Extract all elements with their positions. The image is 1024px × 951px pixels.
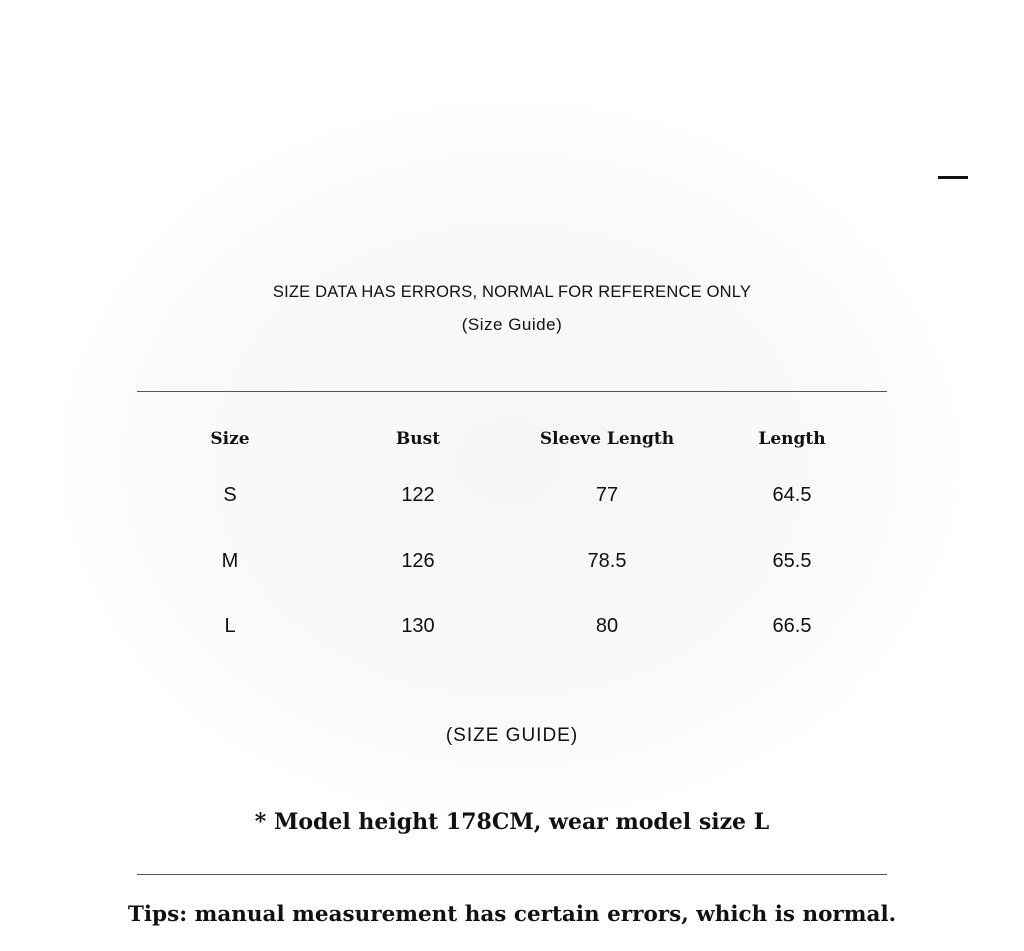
model-note: * Model height 178CM, wear model size L <box>254 809 770 835</box>
table-cell-size: M <box>221 550 239 572</box>
table-cell-length: 64.5 <box>772 484 812 506</box>
size-guide-subtitle: (Size Guide) <box>461 315 563 334</box>
table-cell-size: S <box>223 484 237 506</box>
table-cell-bust: 126 <box>401 550 435 572</box>
size-guide-label: (SIZE GUIDE) <box>445 725 579 746</box>
table-cell-bust: 122 <box>401 484 435 506</box>
table-cell-bust: 130 <box>401 615 435 637</box>
size-disclaimer: SIZE DATA HAS ERRORS, NORMAL FOR REFERENCE ONLY <box>272 283 752 301</box>
column-header-sleeve-length: Sleeve Length <box>539 429 675 449</box>
table-cell-length: 65.5 <box>772 550 812 572</box>
table-cell-sleeve-length: 78.5 <box>587 550 627 572</box>
table-cell-size: L <box>224 615 236 637</box>
bottom-divider <box>137 874 887 875</box>
table-cell-length: 66.5 <box>772 615 812 637</box>
column-header-length: Length <box>758 429 826 449</box>
table-cell-sleeve-length: 77 <box>595 484 619 506</box>
table-cell-sleeve-length: 80 <box>595 615 619 637</box>
column-header-bust: Bust <box>395 429 441 449</box>
column-header-size: Size <box>210 429 250 449</box>
measurement-tips: Tips: manual measurement has certain errors, which is normal. <box>127 902 897 927</box>
